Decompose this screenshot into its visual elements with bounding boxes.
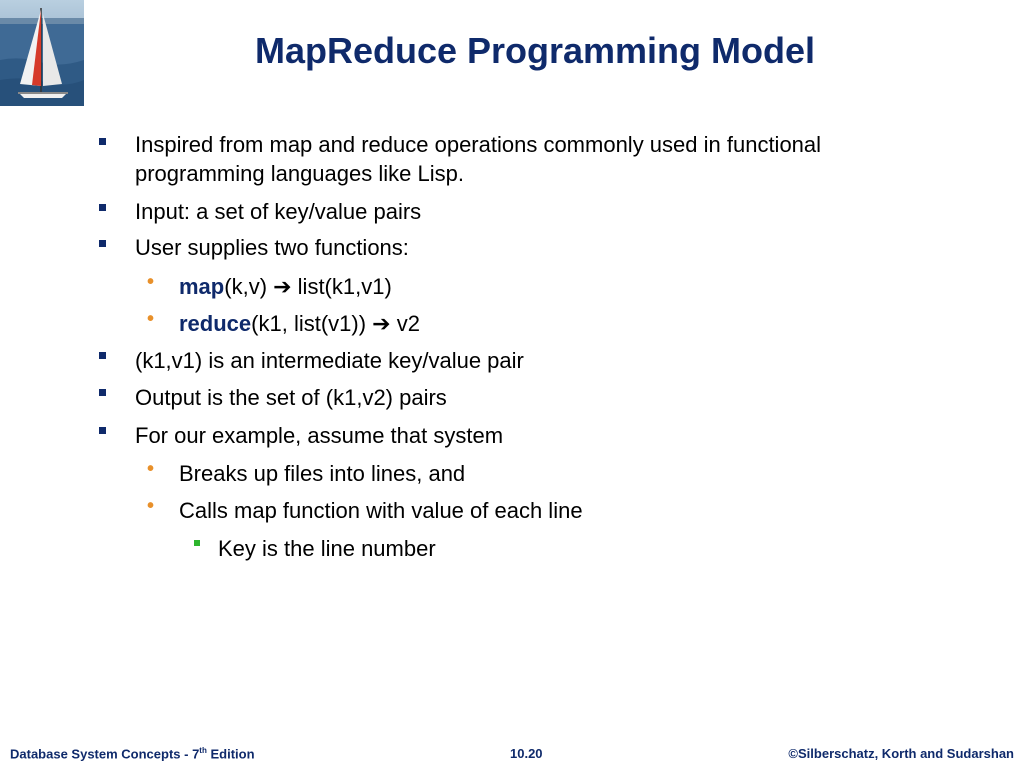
list-item: Key is the line number [218,536,436,561]
list-item: For our example, assume that system [135,423,504,448]
footer-page-number: 10.20 [510,746,543,761]
footer-copyright: ©Silberschatz, Korth and Sudarshan [788,746,1014,761]
list-item [135,130,821,188]
square-bullet-icon [99,138,106,145]
list-item: Breaks up files into lines, and [179,461,466,486]
list-item-text: Inspired from map and reduce operations commonly used in functional [135,132,822,157]
list-item: Output is the set of (k1,v2) pairs [135,385,447,410]
dot-bullet-icon: • [147,495,155,517]
square-bullet-icon [99,427,106,434]
dot-bullet-icon: • [147,308,155,330]
square-bullet-icon [99,204,106,211]
square-green-bullet-icon [194,540,200,546]
list-item-text: (k1, list(v1)) ➔ v2 [251,311,420,336]
list-item: Calls map function with value of each line [179,498,583,523]
dot-bullet-icon: • [147,271,155,293]
list-item: Input: a set of key/value pairs [135,199,422,224]
list-item: (k1,v1) is an intermediate key/value pair [135,348,524,373]
square-bullet-icon [99,240,106,247]
list-item [179,272,392,301]
list-item-text: (k,v) ➔ list(k1,v1) [224,274,392,299]
list-item-text: programming languages like Lisp. [135,161,464,186]
function-keyword: reduce [179,311,252,336]
list-item: User supplies two functions: [135,235,409,260]
footer-book-title: Database System Concepts - 7th Edition [10,746,255,762]
square-bullet-icon [99,389,106,396]
square-bullet-icon [99,352,106,359]
dot-bullet-icon: • [147,458,155,480]
slide-title: MapReduce Programming Model [254,30,816,71]
function-keyword: map [179,274,225,299]
list-item [179,309,420,338]
slide-footer [0,740,1024,768]
